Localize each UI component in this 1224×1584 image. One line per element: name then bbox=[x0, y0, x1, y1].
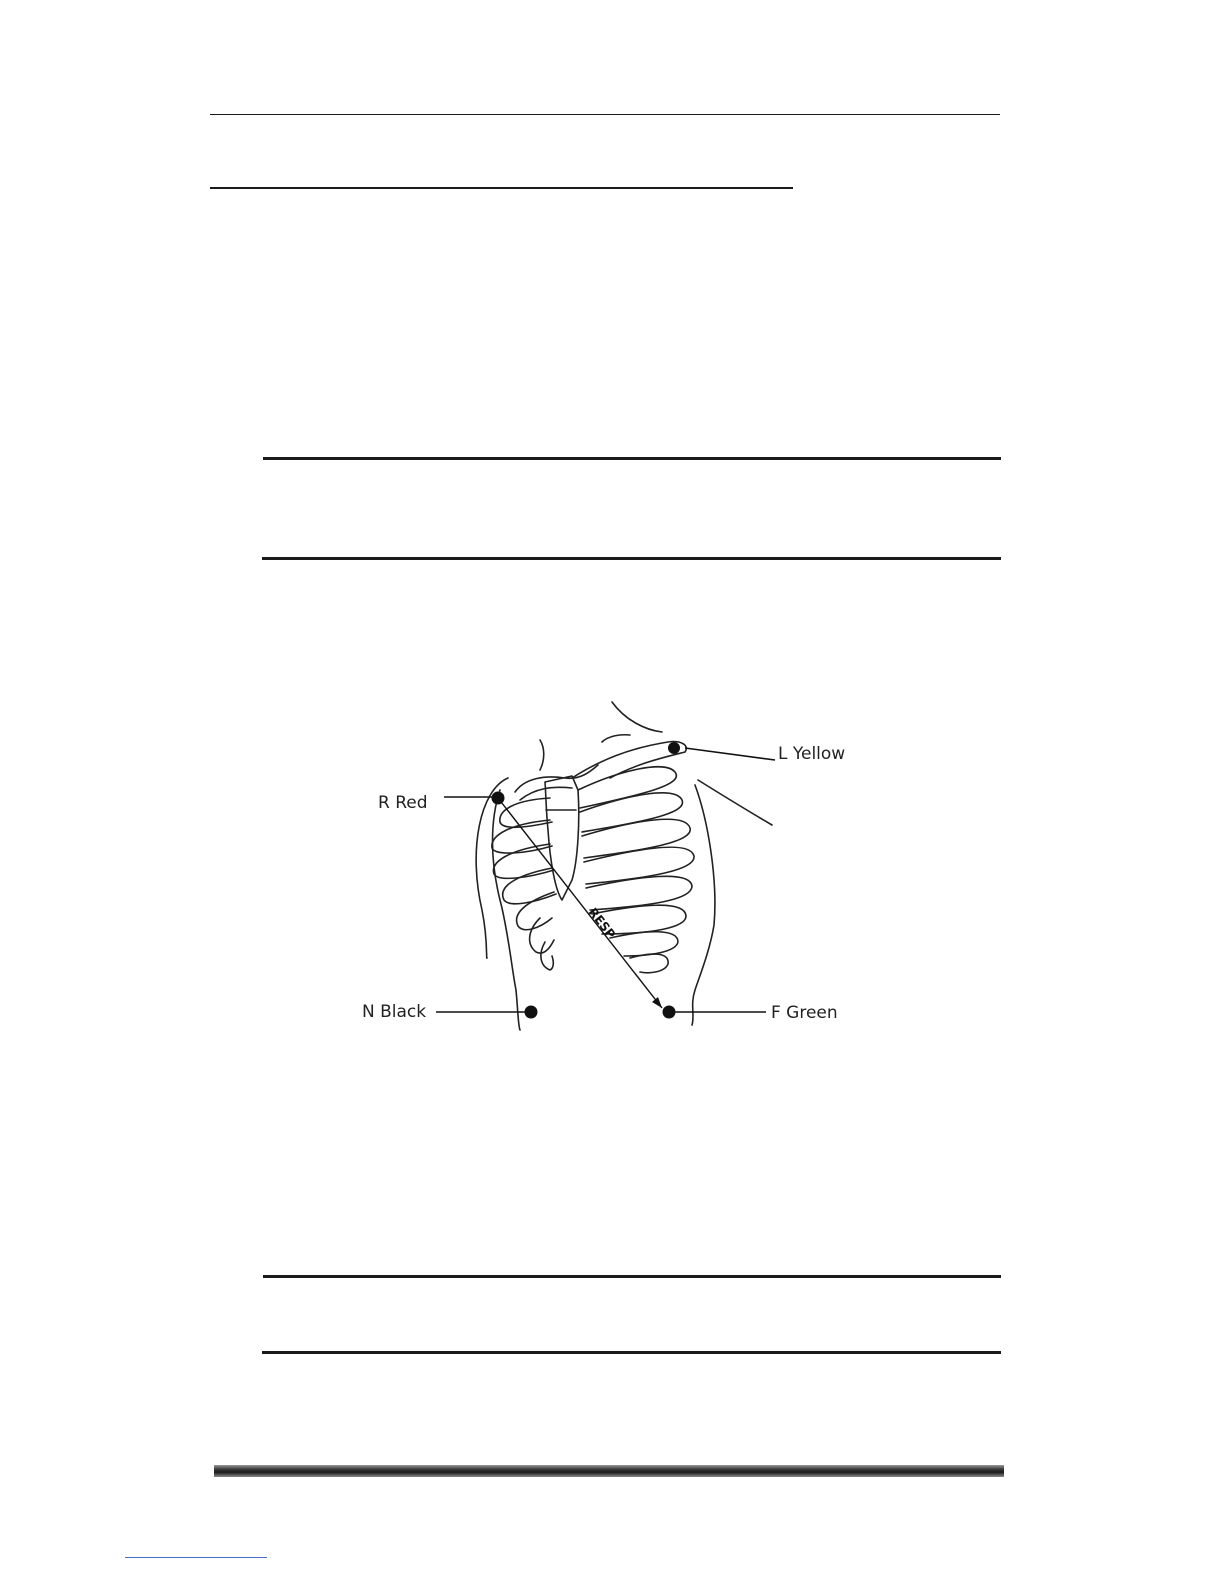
footer-bar bbox=[214, 1465, 1004, 1477]
note-box-bottom-rule bbox=[262, 1351, 1001, 1354]
electrode-r bbox=[378, 792, 505, 814]
leader-line-l bbox=[685, 748, 775, 760]
electrode-dot-l bbox=[668, 742, 680, 754]
electrode-placement-diagram bbox=[340, 690, 880, 1040]
electrode-n bbox=[362, 1002, 538, 1022]
resp-arrowhead bbox=[652, 997, 662, 1008]
electrode-label-r: R Red bbox=[378, 793, 428, 813]
electrode-label-l: L Yellow bbox=[778, 744, 846, 764]
electrode-dot-f bbox=[663, 1006, 676, 1019]
electrode-dot-n bbox=[525, 1006, 538, 1019]
note-box-bottom-rule bbox=[262, 557, 1001, 560]
electrode-l bbox=[668, 742, 845, 764]
torso-ribcage-illustration bbox=[476, 702, 772, 1030]
electrode-label-n: N Black bbox=[362, 1002, 427, 1022]
section-title-underline bbox=[210, 187, 793, 189]
electrode-label-f: F Green bbox=[771, 1003, 838, 1023]
resp-label: RESP bbox=[585, 905, 619, 942]
footer-link-underline bbox=[125, 1557, 267, 1558]
electrode-dot-r bbox=[492, 792, 505, 805]
note-box-top-rule bbox=[263, 457, 1001, 460]
electrode-f bbox=[663, 1003, 838, 1023]
header-rule bbox=[210, 114, 1000, 115]
note-box-top-rule bbox=[263, 1275, 1001, 1278]
